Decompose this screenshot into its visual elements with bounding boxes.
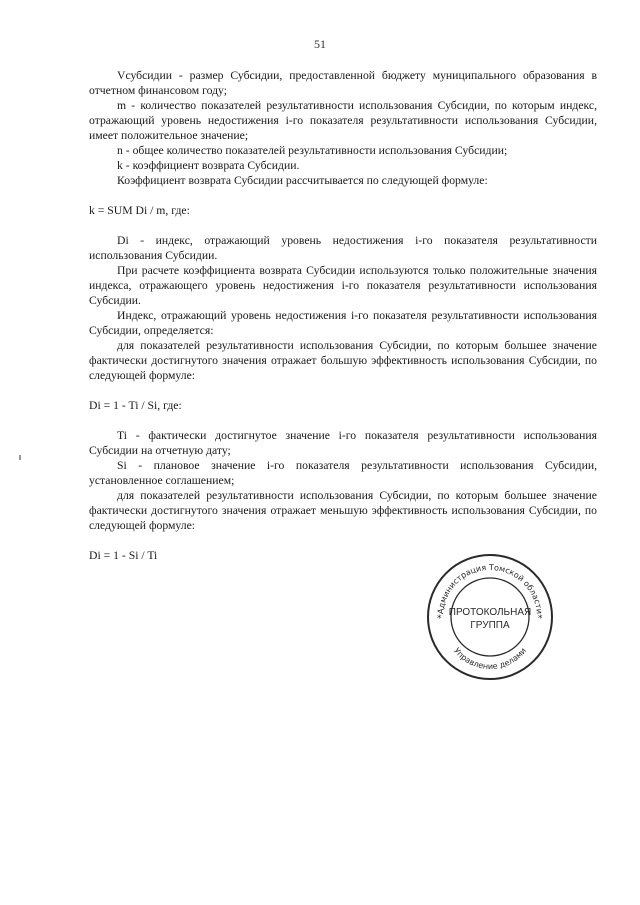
- formula-di-si-ti: Di = 1 - Si / Ti: [89, 549, 158, 562]
- document-body: [89, 68, 597, 578]
- paragraph-positive-values: При расчете коэффициента возврата Субсидии используются только положительные значения индекса, отражающего уровень недостижения i-го показателя результативности использования Субсидии.: [89, 264, 597, 307]
- stamp-top-arc-text: Администрация Томской области: [436, 562, 544, 615]
- paragraph-si-definition: Si - плановое значение i-го показателя результативности использования Субсидии, установленное соглашением;: [89, 459, 597, 487]
- paragraph-k-intro: Коэффициент возврата Субсидии рассчитывается по следующей формуле:: [117, 174, 488, 187]
- paragraph-k-definition: k - коэффициент возврата Субсидии.: [117, 159, 300, 172]
- paragraph-greater-is-worse: для показателей результативности использования Субсидии, по которым большее значение фактически достигнутого значения отражает меньшую эффективность использования Субсидии, по следующей формуле:: [89, 489, 597, 532]
- paragraph-ti-definition: Ti - фактически достигнутое значение i-го показателя результативности использования Субсидии на отчетную дату;: [89, 429, 597, 457]
- stamp-seal: [425, 552, 555, 682]
- formula-di-ti-si: Di = 1 - Ti / Si, где:: [89, 399, 182, 412]
- margin-mark: [19, 455, 21, 460]
- formula-k: k = SUM Di / m, где:: [89, 204, 190, 217]
- stamp-bottom-arc-text: Управление делами: [452, 646, 528, 672]
- page-number: 51: [314, 37, 326, 51]
- stamp-star-left: *: [437, 614, 442, 624]
- stamp-star-right: *: [538, 614, 543, 624]
- paragraph-n-definition: n - общее количество показателей результативности использования Субсидии;: [117, 144, 508, 157]
- paragraph-v-subsidy: Vсубсидии - размер Субсидии, предоставленной бюджету муниципального образования в отчетном финансовом году;: [89, 69, 597, 97]
- paragraph-di-definition: Di - индекс, отражающий уровень недостижения i-го показателя результативности использования Субсидии.: [89, 234, 597, 262]
- stamp-center-line1: ПРОТОКОЛЬНАЯ: [448, 607, 532, 618]
- stamp-center-line2: ГРУППА: [470, 620, 510, 631]
- paragraph-m-definition: m - количество показателей результативности использования Субсидии, по которым индекс, отражающий уровень недостижения i-го показателя результативности использования Субсидии, имеет положительное значение;: [89, 99, 597, 142]
- paragraph-greater-is-better: для показателей результативности использования Субсидии, по которым большее значение фактически достигнутого значения отражает большую эффективность использования Субсидии, по следующей формуле:: [89, 339, 597, 382]
- paragraph-index-determined: Индекс, отражающий уровень недостижения i-го показателя результативности использования Субсидии, определяется:: [89, 309, 597, 337]
